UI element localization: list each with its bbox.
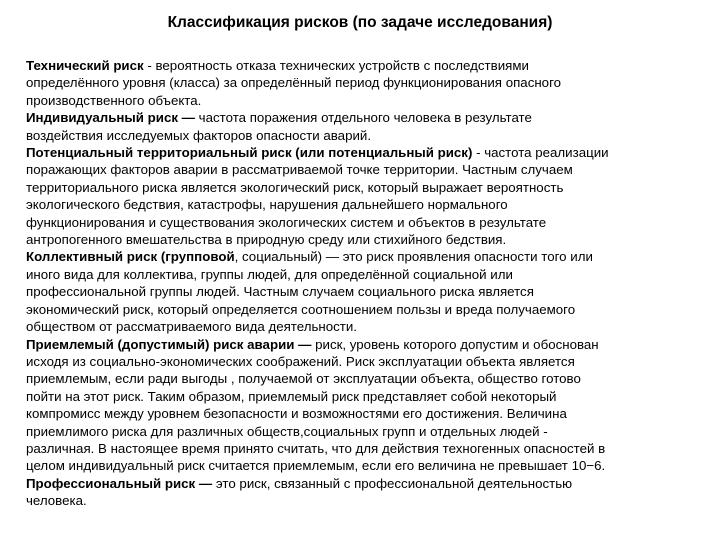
definition-text: , социальный) — это риск проявления опасности того или <box>234 249 593 265</box>
term-label: Индивидуальный риск — <box>26 110 195 126</box>
text-line: целом индивидуальный риск считается приемлемым, если его величина не превышает 10−6. <box>26 458 606 474</box>
text-line: исходя из социально-экономических соображений. Риск эксплуатации объекта является <box>26 353 575 369</box>
text-line: приемлимого риска для различных обществ,социальных групп и отдельных людей - <box>26 423 548 439</box>
text-line: обществом от рассматриваемого вида деятельности. <box>26 319 357 335</box>
term-label: Приемлемый (допустимый) риск аварии — <box>26 336 312 352</box>
definition-text: частота поражения отдельного человека в результате <box>194 110 532 126</box>
text-line: антропогенного вмешательства в природную среду или стихийного бедствия. <box>26 232 507 248</box>
paragraph-technical-risk <box>26 57 692 109</box>
text-line <box>26 248 692 265</box>
text-line: территориального риска является экологический риск, который выражает вероятность <box>26 179 564 195</box>
text-line: иного вида для коллектива, группы людей, для определённой социальной или <box>26 266 513 282</box>
term-label: Профессиональный риск — <box>26 475 213 491</box>
text-line: поражающих факторов аварии в рассматриваемой точке территории. Частным случаем <box>26 162 573 178</box>
slide-body <box>26 57 692 510</box>
text-line: компромисс между уровнем безопасности и возможностями его достижения. Величина <box>26 406 567 422</box>
paragraph-territorial-risk <box>26 144 692 248</box>
text-line <box>26 336 692 353</box>
text-line: различная. В настоящее время принято считать, что для действия техногенных опасностей в <box>26 440 606 456</box>
text-line: производственного объекта. <box>26 92 202 108</box>
text-line: экономический риск, который определяется соотношением пользы и вреда получаемого <box>26 301 576 317</box>
term-label: Коллективный риск (групповой <box>26 249 235 265</box>
text-line: воздействия исследуемых факторов опасности аварий. <box>26 127 372 143</box>
paragraph-professional-risk <box>26 475 692 510</box>
text-line <box>26 57 692 74</box>
definition-text: - вероятность отказа технических устройств с последствиями <box>143 58 529 73</box>
text-line: человека. <box>26 493 87 509</box>
text-line: функционирования и существования экологических систем и объектов в результате <box>26 214 547 230</box>
paragraph-acceptable-risk <box>26 336 692 475</box>
text-line <box>26 475 692 492</box>
term-label: Потенциальный территориальный риск (или потенциальный риск) <box>26 145 473 161</box>
text-line: приемлемым, если ради выгоды , получаемой от эксплуатации объекта, общество готово <box>26 371 581 387</box>
text-line: экологического бедствия, катастрофы, нарушения дальнейшего нормального <box>26 197 508 213</box>
paragraph-collective-risk <box>26 248 692 335</box>
text-line: профессиональной группы людей. Частным случаем социального риска является <box>26 284 534 300</box>
slide-title: Классификация рисков (по задаче исследования) <box>167 14 553 31</box>
text-line <box>26 144 692 161</box>
definition-text: это риск, связанный с профессиональной деятельностью <box>212 475 573 491</box>
text-line: определённого уровня (класса) за определённый период функционирования опасного <box>26 75 562 91</box>
paragraph-individual-risk <box>26 109 692 144</box>
definition-text: - частота реализации <box>472 145 609 161</box>
text-line <box>26 109 692 126</box>
definition-text: риск, уровень которого допустим и обоснован <box>311 336 599 352</box>
term-label: Технический риск <box>26 58 144 73</box>
text-line: пойти на этот риск. Таким образом, приемлемый риск представляет собой некоторый <box>26 388 557 404</box>
